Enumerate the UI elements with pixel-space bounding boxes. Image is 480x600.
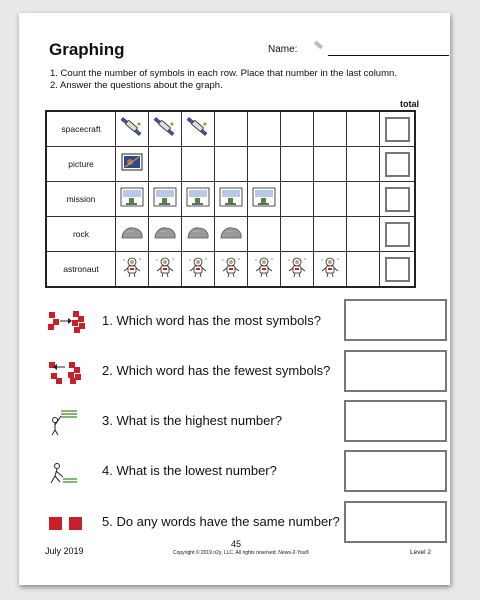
question-2: 2. Which word has the fewest symbols?: [102, 363, 331, 378]
lowest-number-icon: [47, 458, 95, 486]
mission-icon: [120, 195, 144, 212]
question-3: 3. What is the highest number?: [102, 413, 282, 428]
graph-cell: [149, 252, 182, 288]
page-title: Graphing: [49, 40, 125, 59]
astronaut-icon: [153, 265, 177, 282]
graph-cell: [116, 217, 149, 252]
graph-cell: [347, 111, 380, 147]
graph-cell: [347, 252, 380, 288]
highest-number-icon: [47, 408, 95, 436]
graph-cell: [248, 217, 281, 252]
astronaut-icon: [120, 265, 144, 282]
graph-cell: [182, 111, 215, 147]
rock-icon: [186, 230, 210, 247]
answer-box-2[interactable]: [344, 350, 447, 392]
spacecraft-icon: [153, 125, 177, 142]
answer-box-3[interactable]: [344, 400, 447, 442]
graph-cell: [116, 182, 149, 217]
row-word: picture: [46, 147, 116, 182]
footer-copyright: Copyright © 2019 n2y, LLC. All rights reserved. News-2-You®: [173, 550, 310, 556]
question-5: 5. Do any words have the same number?: [102, 514, 340, 529]
name-field[interactable]: [328, 55, 449, 56]
total-answer-box[interactable]: [385, 222, 410, 247]
graph-cell: [281, 182, 314, 217]
graph-row-rock: [46, 217, 415, 252]
graph-cell: [314, 182, 347, 217]
total-cell: [380, 252, 416, 288]
graph-cell: [215, 147, 248, 182]
pencil-icon: [314, 41, 323, 50]
rock-icon: [153, 230, 177, 247]
symbol-graph-table: [45, 110, 416, 288]
graph-cell: [116, 252, 149, 288]
graph-cell: [347, 182, 380, 217]
total-answer-box[interactable]: [385, 187, 410, 212]
graph-cell: [182, 252, 215, 288]
graph-cell: [314, 111, 347, 147]
fewest-symbols-icon: [47, 359, 95, 387]
total-cell: [380, 217, 416, 252]
graph-cell: [149, 182, 182, 217]
astronaut-icon: [318, 265, 342, 282]
graph-cell: [248, 182, 281, 217]
graph-cell: [149, 217, 182, 252]
row-word: mission: [46, 182, 116, 217]
total-cell: [380, 111, 416, 147]
rock-icon: [120, 230, 144, 247]
graph-cell: [149, 111, 182, 147]
graph-cell: [248, 111, 281, 147]
astronaut-icon: [186, 265, 210, 282]
astronaut-icon: [285, 265, 309, 282]
instruction-2: 2. Answer the questions about the graph.: [50, 80, 223, 91]
graph-cell: [182, 182, 215, 217]
graph-cell: [116, 111, 149, 147]
answer-box-5[interactable]: [344, 501, 447, 543]
graph-cell: [281, 147, 314, 182]
graph-cell: [281, 111, 314, 147]
graph-cell: [347, 147, 380, 182]
astronaut-icon: [219, 265, 243, 282]
graph-cell: [182, 147, 215, 182]
footer-date: July 2019: [45, 546, 84, 556]
graph-cell: [215, 111, 248, 147]
row-word: rock: [46, 217, 116, 252]
graph-cell: [347, 217, 380, 252]
graph-row-mission: [46, 182, 415, 217]
footer-level: Level 2: [410, 549, 431, 556]
mission-icon: [186, 195, 210, 212]
mission-icon: [252, 195, 276, 212]
graph-cell: [116, 147, 149, 182]
graph-cell: [248, 147, 281, 182]
answer-box-1[interactable]: [344, 299, 447, 341]
worksheet-page: [19, 13, 450, 585]
graph-cell: [281, 252, 314, 288]
rock-icon: [219, 230, 243, 247]
mission-icon: [219, 195, 243, 212]
graph-cell: [314, 252, 347, 288]
answer-box-4[interactable]: [344, 450, 447, 492]
total-answer-box[interactable]: [385, 257, 410, 282]
question-4: 4. What is the lowest number?: [102, 463, 277, 478]
instruction-1: 1. Count the number of symbols in each row. Place that number in the last column.: [50, 68, 397, 79]
graph-cell: [215, 252, 248, 288]
graph-row-astronaut: [46, 252, 415, 288]
graph-cell: [149, 147, 182, 182]
mission-icon: [153, 195, 177, 212]
row-word: spacecraft: [46, 111, 116, 147]
graph-cell: [314, 217, 347, 252]
graph-cell: [281, 217, 314, 252]
graph-cell: [215, 182, 248, 217]
total-answer-box[interactable]: [385, 152, 410, 177]
picture-icon: [120, 160, 144, 177]
name-label: Name:: [268, 44, 298, 55]
graph-cell: [182, 217, 215, 252]
graph-cell: [215, 217, 248, 252]
spacecraft-icon: [186, 125, 210, 142]
total-column-label: total: [400, 99, 419, 109]
question-1: 1. Which word has the most symbols?: [102, 313, 321, 328]
same-number-icon: [47, 510, 95, 538]
total-cell: [380, 147, 416, 182]
graph-cell: [314, 147, 347, 182]
total-answer-box[interactable]: [385, 117, 410, 142]
astronaut-icon: [252, 265, 276, 282]
row-word: astronaut: [46, 252, 116, 288]
spacecraft-icon: [120, 125, 144, 142]
most-symbols-icon: [47, 308, 95, 336]
footer-page-number: 45: [231, 539, 242, 549]
graph-row-picture: [46, 147, 415, 182]
graph-row-spacecraft: [46, 111, 415, 147]
graph-cell: [248, 252, 281, 288]
total-cell: [380, 182, 416, 217]
